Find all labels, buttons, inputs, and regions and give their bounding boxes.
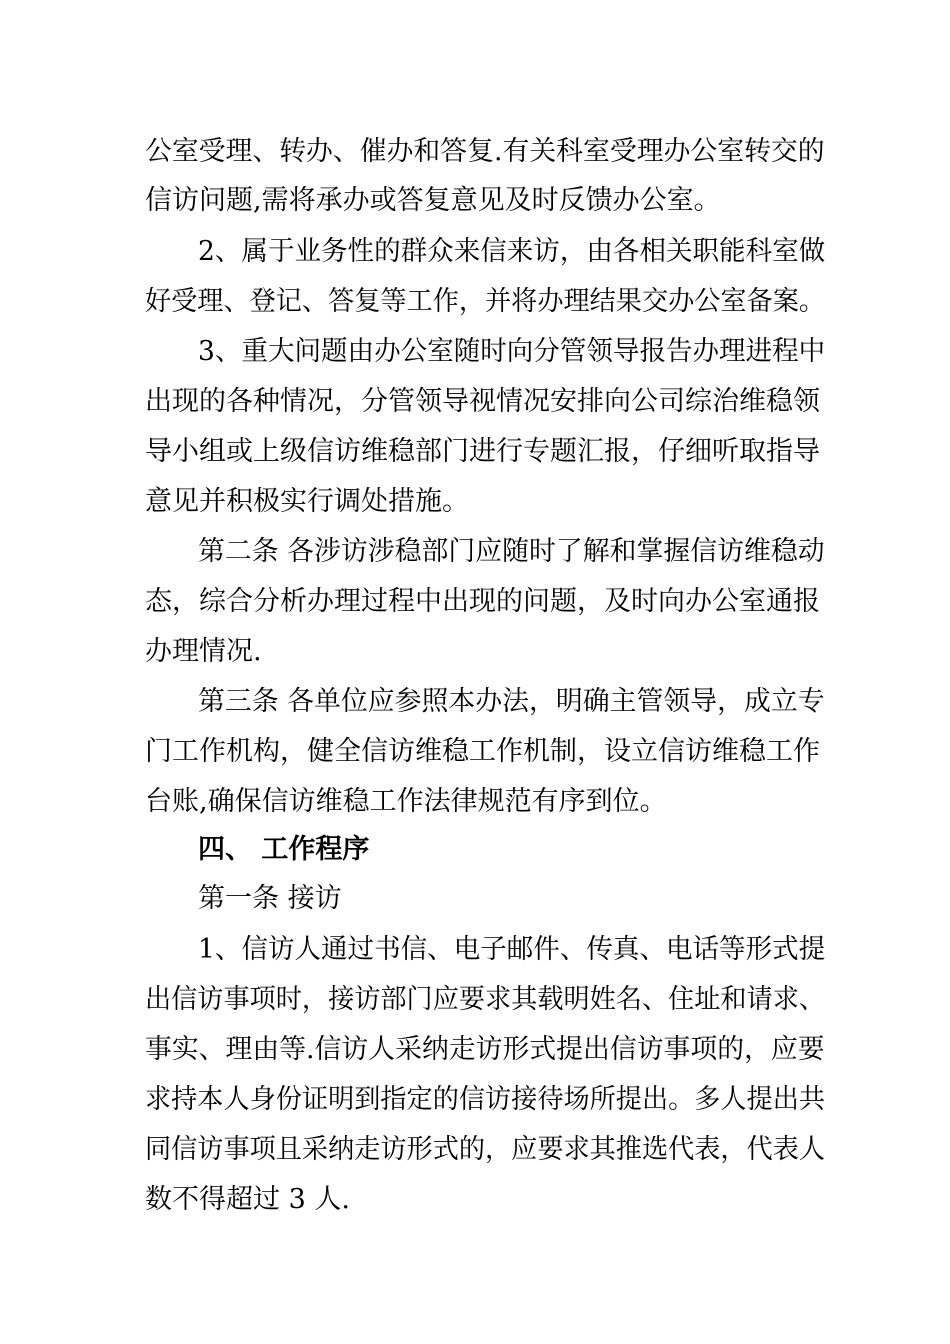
text-line-9: 第二条 各涉访涉稳部门应随时了解和掌握信访维稳动 (198, 536, 825, 567)
text-line-10: 态，综合分析办理过程中出现的问题，及时向办公室通报 (145, 586, 820, 617)
text-line-18: 出信访事项时，接访部门应要求其载明姓名、住址和请求、 (145, 984, 826, 1015)
text-line-6: 出现的各种情况，分管领导视情况安排向公司综治维稳领 (145, 386, 820, 417)
text-line-14: 台账,确保信访维稳工作法律规范有序到位。 (145, 786, 667, 817)
text-line-11: 办理情况. (145, 636, 262, 667)
text-line-19: 事实、理由等.信访人采纳走访形式提出信访事项的，应要 (145, 1034, 825, 1065)
text-line-3: 2、属于业务性的群众来信来访，由各相关职能科室做 (198, 236, 826, 267)
article-title: 第一条 接访 (198, 883, 342, 914)
text-line-1: 公室受理、转办、催办和答复.有关科室受理办公室转交的 (145, 136, 825, 167)
text-line-13: 门工作机构，健全信访维稳工作机制，设立信访维稳工作 (145, 736, 820, 767)
text-line-7: 导小组或上级信访维稳部门进行专题汇报，仔细听取指导 (145, 436, 820, 467)
text-line-21: 同信访事项且采纳走访形式的，应要求其推选代表，代表人 (145, 1134, 826, 1165)
text-line-20: 求持本人身份证明到指定的信访接待场所提出。多人提出共 (145, 1084, 826, 1115)
text-line-12: 第三条 各单位应参照本办法，明确主管领导，成立专 (198, 686, 825, 717)
text-line-8: 意见并积极实行调处措施。 (145, 486, 469, 517)
text-line-22: 数不得超过 3 人. (145, 1184, 350, 1215)
text-line-2: 信访问题,需将承办或答复意见及时反馈办公室。 (145, 185, 721, 216)
text-line-17: 1、信访人通过书信、电子邮件、传真、电话等形式提 (198, 934, 826, 965)
section-heading: 四、 工作程序 (198, 834, 370, 865)
text-line-4: 好受理、登记、答复等工作，并将办理结果交办公室备案。 (145, 286, 826, 317)
text-line-5: 3、重大问题由办公室随时向分管领导报告办理进程中 (198, 336, 826, 367)
